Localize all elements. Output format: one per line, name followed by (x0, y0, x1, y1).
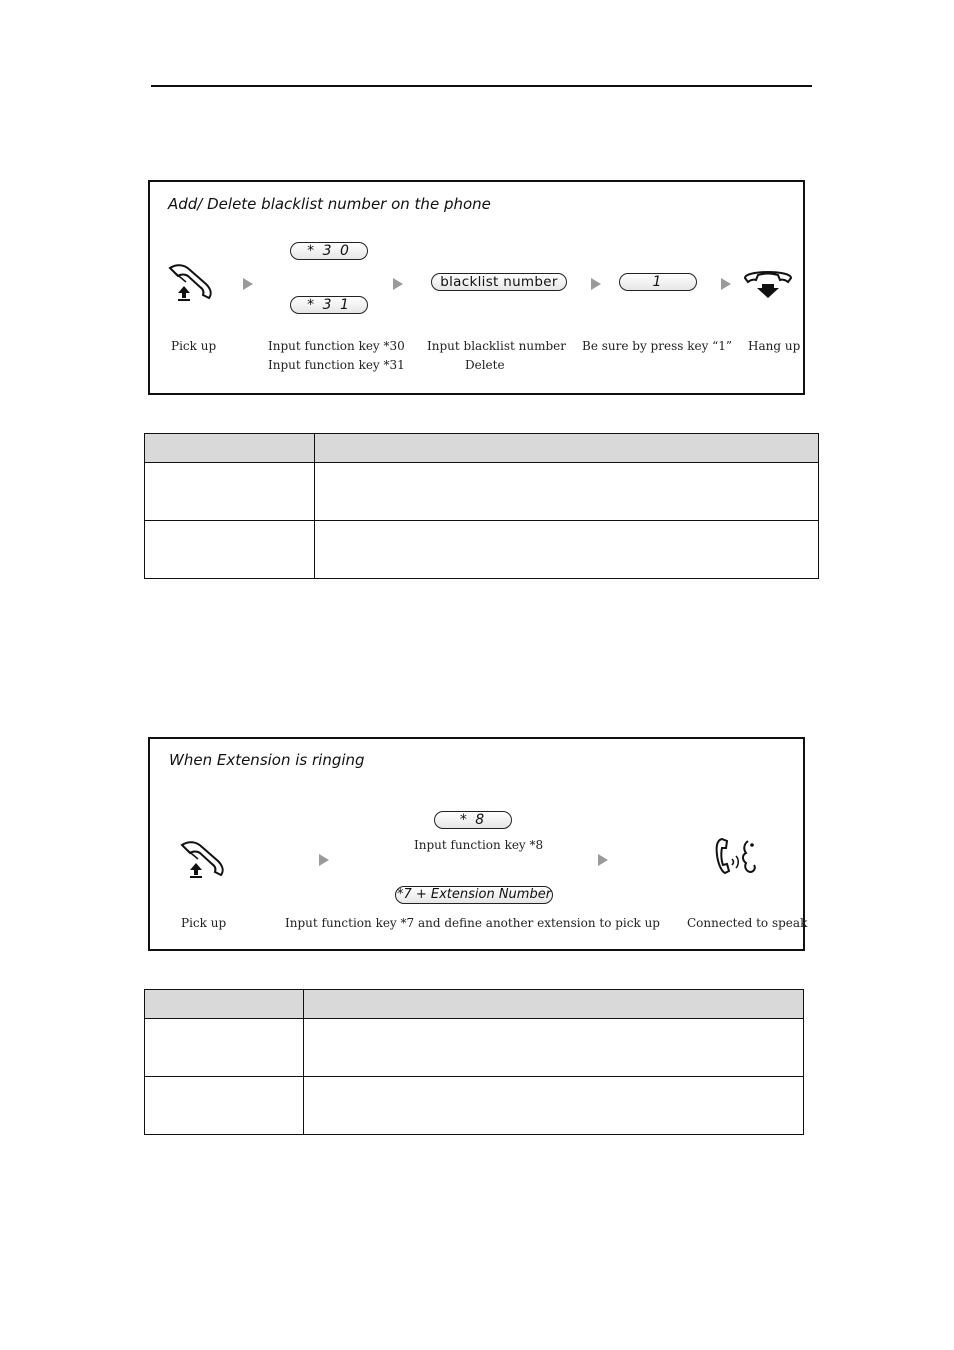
table-cell (145, 521, 315, 579)
key-one: 1 (619, 273, 697, 291)
key-star-7-extension: *7 + Extension Number (396, 887, 552, 902)
table-cell (315, 434, 819, 463)
caption-delete: Delete (465, 358, 505, 372)
key-blacklist-number: blacklist number (431, 273, 567, 291)
handset-pickup-icon (166, 262, 216, 302)
diagram-title: Add/ Delete blacklist number on the phone (168, 195, 491, 213)
caption-input-blacklist: Input blacklist number (427, 339, 567, 353)
table-row (145, 1019, 804, 1077)
table-cell (315, 463, 819, 521)
pickup-diagram (148, 737, 808, 951)
caption-input-31: Input function key *31 (268, 358, 405, 372)
caption-input-30: Input function key *30 (268, 339, 405, 353)
caption-confirm: Be sure by press key “1” (582, 339, 733, 353)
caption-pickup: Pick up (181, 916, 227, 930)
arrow-right-icon (393, 278, 403, 290)
key-star-8: * 8 (434, 811, 512, 829)
arrow-right-icon (591, 278, 601, 290)
arrow-right-icon (319, 854, 329, 866)
blacklist-diagram (148, 180, 805, 395)
header-rule (151, 85, 812, 87)
caption-connected: Connected to speak (687, 916, 808, 930)
diagram-title: When Extension is ringing (169, 751, 365, 769)
table-cell (315, 521, 819, 579)
handset-speaking-icon (712, 835, 760, 879)
caption-input-8: Input function key *8 (414, 838, 544, 852)
table-cell (304, 990, 804, 1019)
table-cell (145, 1077, 304, 1135)
table-row (145, 1077, 804, 1135)
table-cell (145, 990, 304, 1019)
table-cell (145, 434, 315, 463)
caption-hangup: Hang up (748, 339, 801, 353)
arrow-right-icon (243, 278, 253, 290)
pickup-table (144, 989, 804, 1135)
table-header-row (145, 990, 804, 1019)
key-star-31: * 3 1 (290, 296, 368, 314)
table-cell (145, 463, 315, 521)
blacklist-table (144, 433, 819, 579)
table-row (145, 463, 819, 521)
arrow-right-icon (598, 854, 608, 866)
table-cell (304, 1077, 804, 1135)
handset-pickup-icon (178, 839, 228, 879)
table-row (145, 521, 819, 579)
key-star-30: * 3 0 (290, 242, 368, 260)
handset-hangup-icon (742, 266, 794, 300)
arrow-right-icon (721, 278, 731, 290)
table-cell (304, 1019, 804, 1077)
table-cell (145, 1019, 304, 1077)
table-header-row (145, 434, 819, 463)
caption-input-7: Input function key *7 and define another extension to pick up (285, 916, 660, 930)
caption-pickup: Pick up (171, 339, 217, 353)
